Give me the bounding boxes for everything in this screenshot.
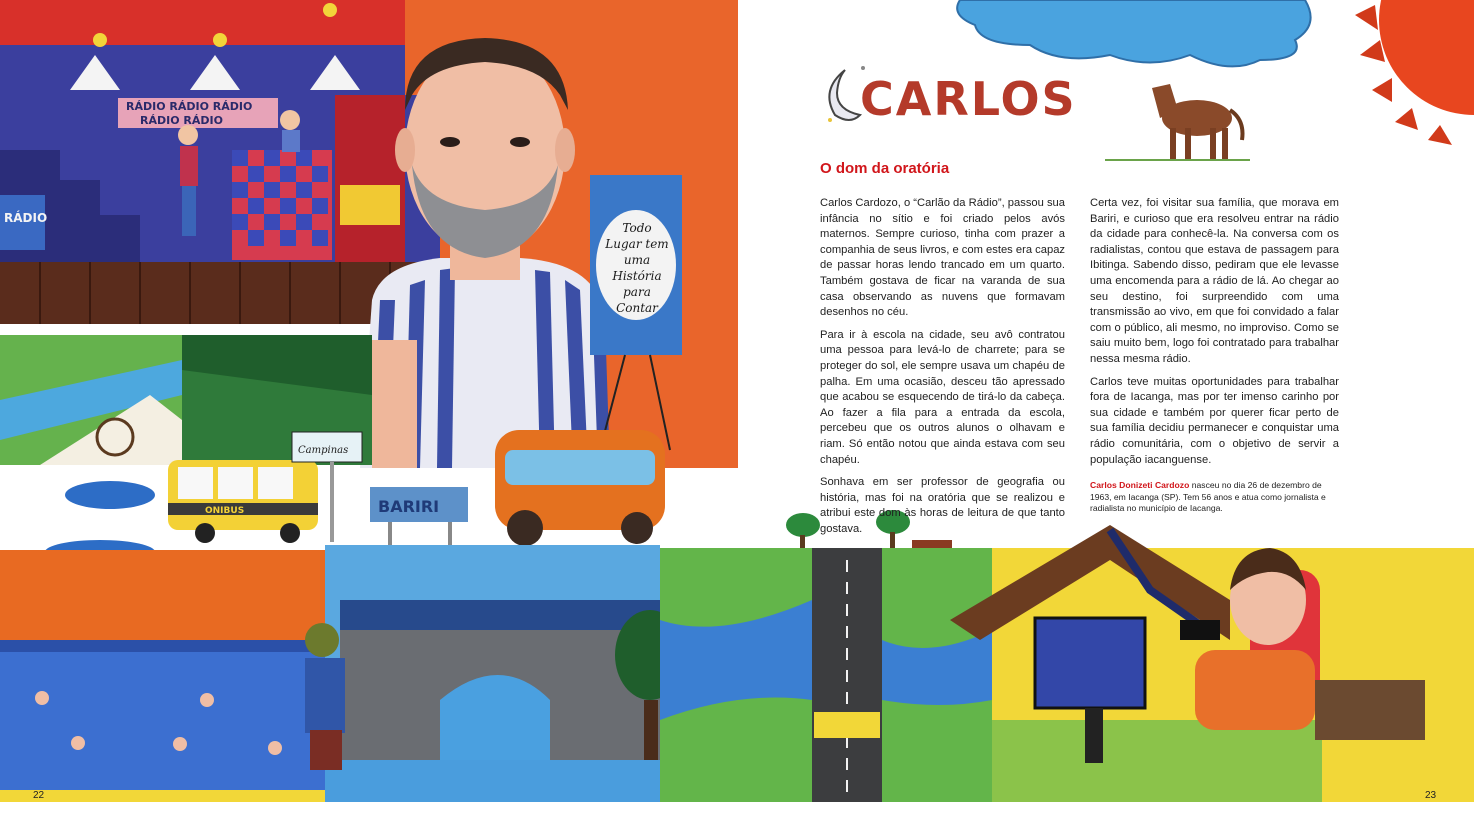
title-art-carlos xyxy=(815,60,1077,130)
title-text: CARLOS xyxy=(860,72,1077,126)
onibus-label: ONIBUS xyxy=(205,506,245,516)
radio-sign-2: RÁDIO RÁDIO xyxy=(140,114,223,127)
bio-name: Carlos Donizeti Cardozo xyxy=(1090,480,1190,491)
bariri-sign: BARIRI xyxy=(378,497,440,516)
banner-sign xyxy=(604,220,670,316)
paragraph: Certa vez, foi visitar sua família, que morava em Bariri, e curioso que era resolveu entrar na rádio da cidade para conhecê-la. Na conversa com os radialistas, contou que estava de passagem para Ibitinga. Sabendo disso, pediram que ele levasse uma encomenda para a rádio de lá. Ao chegar ao seu destino, foi surpreendido com uma transmissão ao vivo, em que foi convidado a falar com o público, ali mesmo, no improviso. Como se saiu muito bem, logo foi contratado para trabalhar nessa mesma rádio. xyxy=(1090,197,1339,365)
radio-sign-1: RÁDIO RÁDIO RÁDIO xyxy=(126,100,253,113)
paragraph: Para ir à escola na cidade, seu avô contratou uma pessoa para levá-lo de charrete; para se proteger do sol, ele sempre usava um chapéu de palha. Em uma ocasião, desceu tão apressado que acabou se esquecendo de tirá-lo da cabeça. Ao fazer a fila para a entrada da escola, percebeu que os outros alunos o olhavam e riam. Só então notou que ainda estava com seu chapéu. xyxy=(820,328,1065,466)
banner-text: Todo Lugar tem uma História para Contar xyxy=(605,221,669,315)
page-number-left: 22 xyxy=(33,790,45,801)
paragraph: Sonhava em ser professor de geografia ou história, mas foi na oratória que se realizou e atribui este dom às horas de leitura de que tanto gostava. xyxy=(820,476,1065,535)
article-column-right xyxy=(1090,196,1339,522)
paragraph: Carlos Cardozo, o “Carlão da Rádio”, passou sua infância no sítio e foi criado pelos avós maternos. Sempre curioso, tinha com prazer a companhia de seus livros, e com estes era capaz de passar horas lendo trancado em um quarto. Também gostava de ficar na varanda de sua casa observando as nuvens que formavam desenhos no céu. xyxy=(820,197,1066,319)
page-number-right: 23 xyxy=(1425,790,1437,801)
article-heading: O dom da oratória xyxy=(820,160,950,177)
campinas-sign: Campinas xyxy=(298,445,349,456)
article-column-left xyxy=(820,196,1065,544)
paragraph: Carlos teve muitas oportunidades para trabalhar fora de Iacanga, mas por ter imenso carinho por sua cidade e também por querer ficar perto de sua família decidiu permanecer e conquistar uma rádio comunitária, com o objetivo de servir a população iacanguense. xyxy=(1090,375,1339,466)
bio-note xyxy=(1090,480,1339,515)
radio-sign-left: RÁDIO xyxy=(4,211,48,225)
bio-text: nasceu no dia 26 de dezembro de 1963, em Iacanga (SP). Tem 56 anos e atua como jornalista e radialista no município de Iacanga. xyxy=(1090,480,1326,514)
